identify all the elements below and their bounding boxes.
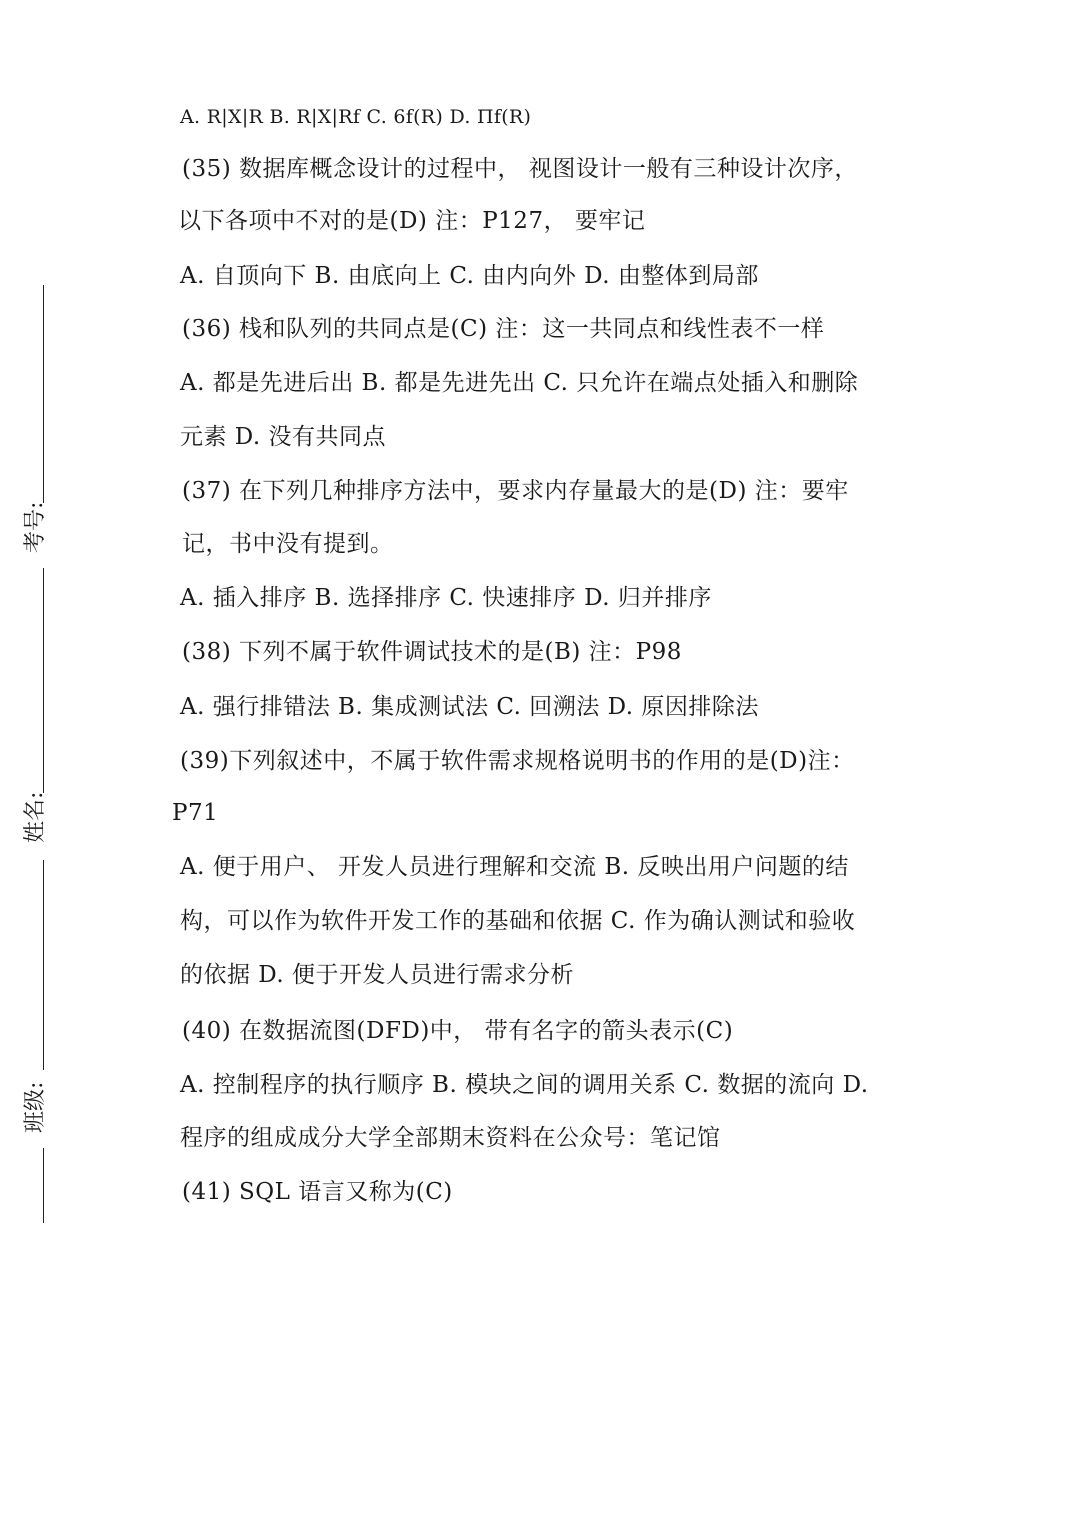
question-39-stem-line-2: P71: [172, 800, 219, 826]
exam-number-label: 考号:: [23, 501, 48, 553]
question-37-stem-line-2: 记，书中没有提到。: [182, 531, 394, 557]
name-label: 姓名:: [23, 791, 48, 843]
question-39-options-line-1: A. 便于用户、 开发人员进行理解和交流 B. 反映出用户问题的结: [180, 854, 849, 880]
question-35-options: A. 自顶向下 B. 由底向上 C. 由内向外 D. 由整体到局部: [180, 263, 759, 289]
question-40-options-line-1: A. 控制程序的执行顺序 B. 模块之间的调用关系 C. 数据的流向 D.: [180, 1072, 869, 1098]
binding-line-lower-middle: [43, 860, 44, 1070]
binding-line-upper-middle: [43, 568, 44, 793]
question-38-options: A. 强行排错法 B. 集成测试法 C. 回溯法 D. 原因排除法: [180, 694, 759, 720]
question-34-options: A. R|X|R B. R|X|Rf C. 6f(R) D. Πf(R): [180, 106, 532, 128]
question-41-stem: (41) SQL 语言又称为(C): [182, 1179, 453, 1205]
question-40-options-line-2: 程序的组成成分大学全部期末资料在公众号：笔记馆: [180, 1125, 721, 1151]
question-35-stem-line-1: (35) 数据库概念设计的过程中， 视图设计一般有三种设计次序，: [182, 156, 858, 182]
question-39-stem-line-1: (39)下列叙述中，不属于软件需求规格说明书的作用的是(D)注：: [180, 748, 855, 774]
binding-line-top: [43, 285, 44, 503]
binding-line-bottom: [43, 1148, 44, 1223]
question-38-stem: (38) 下列不属于软件调试技术的是(B) 注：P98: [182, 639, 682, 665]
question-39-options-line-3: 的依据 D. 便于开发人员进行需求分析: [180, 962, 575, 988]
class-label: 班级:: [23, 1081, 48, 1133]
question-35-stem-line-2: 以下各项中不对的是(D) 注：P127， 要牢记: [178, 208, 646, 234]
question-36-stem: (36) 栈和队列的共同点是(C) 注：这一共同点和线性表不一样: [182, 316, 825, 342]
question-40-stem: (40) 在数据流图(DFD)中， 带有名字的箭头表示(C): [182, 1018, 734, 1044]
question-39-options-line-2: 构，可以作为软件开发工作的基础和依据 C. 作为确认测试和验收: [180, 908, 856, 934]
question-37-options: A. 插入排序 B. 选择排序 C. 快速排序 D. 归并排序: [180, 585, 712, 611]
question-36-options-line-1: A. 都是先进后出 B. 都是先进先出 C. 只允许在端点处插入和删除: [180, 370, 859, 396]
question-36-options-line-2: 元素 D. 没有共同点: [180, 424, 387, 450]
question-37-stem-line-1: (37) 在下列几种排序方法中，要求内存量最大的是(D) 注：要牢: [182, 478, 849, 504]
